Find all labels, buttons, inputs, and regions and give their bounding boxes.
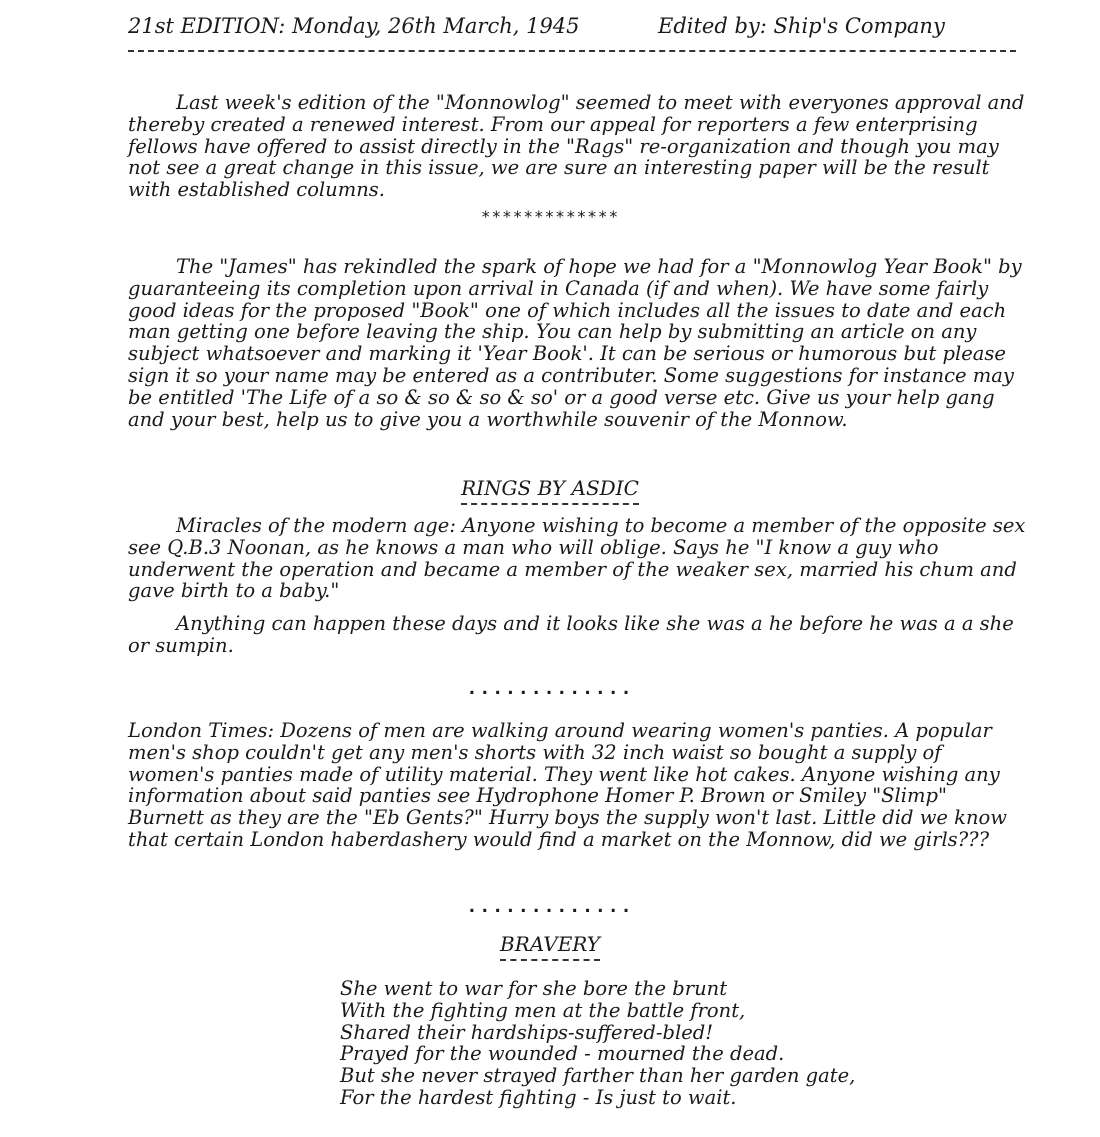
london-times-paragraph: London Times: Dozens of men are walking around wearing women's panties. A popular men's shop couldn't get any men's shorts with 32 inch waist so bought a supply of women's panties made of utility material. They went like hot cakes. Anyone wishing any information about said panties see Hydrophone Homer P. Brown or Smiley "Slimp" Burnett as they are the "Eb Gents?" Hurry boys the supply won't last. Little did we know that certain London haberdashery would find a market on the Monnow, did we girls??? <box>128 719 1007 851</box>
intro-paragraph: Last week's edition of the "Monnowlog" seemed to meet with everyones approval and thereby created a renewed interest. From our appeal for reporters a few enterprising fellows have offered to assist directly in the "Rags" re-organization and though you may not see a great change in this issue, we are sure an interesting paper will be the result with established columns. <box>128 91 1025 202</box>
dot-separator: ............. <box>466 896 634 917</box>
poem-line: Shared their hardships-suffered-bled! <box>340 1020 714 1044</box>
edited-by: Edited by: Ship's Company <box>658 14 945 38</box>
poem-line: Prayed for the wounded - mourned the dead. <box>340 1042 785 1066</box>
masthead-rule <box>128 50 1016 52</box>
yearbook-paragraph: The "James" has rekindled the spark of hope we had for a "Monnowlog Year Book" by guaranteeing its completion upon arrival in Canada (if and when). We have some fairly good ideas for the proposed "Book" one of which includes all the issues to date and each man getting one before leaving the ship. You can help by submitting an article on any subject whatsoever and marking it 'Year Book'. It can be serious or humorous but please sign it so your name may be entered as a contributer. Some suggestions for instance may be entitled 'The Life of a so & so & so & so' or a good verse etc. Give us your help gang and your best, help us to give you a worthwhile souvenir of the Monnow. <box>128 255 1022 431</box>
edition-line: 21st EDITION: Monday, 26th March, 1945 <box>128 14 580 38</box>
bravery-heading-text: BRAVERY <box>500 932 600 961</box>
rings-by-asdic-heading <box>0 476 1100 505</box>
poem-line: She went to war for she bore the brunt <box>340 977 728 1000</box>
poem-line: With the fighting men at the battle front, <box>340 998 746 1022</box>
bravery-poem <box>340 978 1040 1109</box>
rings-heading-text: RINGS BY ASDIC <box>461 476 639 505</box>
masthead <box>128 14 1018 44</box>
dot-separator: ............. <box>466 678 634 699</box>
miracles-paragraph: Miracles of the modern age: Anyone wishing to become a member of the opposite sex see Q.B.3 Noonan, as he knows a man who will oblige. Says he "I know a guy who underwent the operation and became a member of the weaker sex, married his chum and gave birth to a baby." <box>128 514 1026 603</box>
anything-paragraph: Anything can happen these days and it looks like she was a he before he was a a she or sumpin. <box>128 612 1014 657</box>
poem-line: For the hardest fighting - Is just to wait. <box>340 1085 737 1109</box>
poem-line: But she never strayed farther than her garden gate, <box>340 1064 856 1088</box>
star-separator: ************* <box>480 207 620 226</box>
bravery-heading <box>0 932 1100 961</box>
